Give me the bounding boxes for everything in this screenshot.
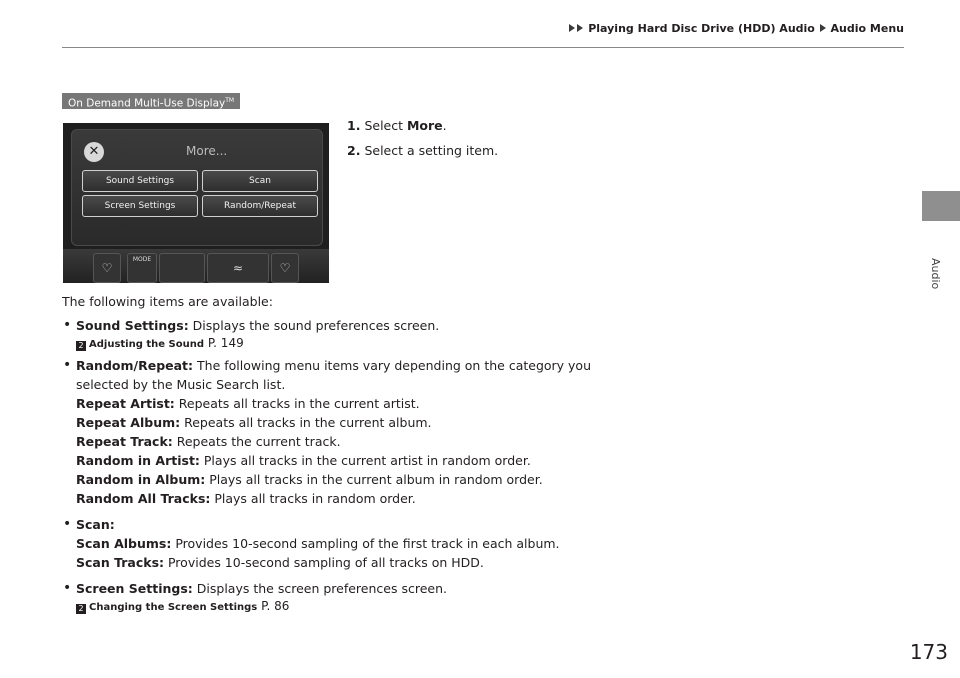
step-text: Select bbox=[364, 118, 407, 133]
menu-title: More... bbox=[186, 144, 228, 158]
sub-item bbox=[62, 534, 622, 553]
description: Provides 10-second sampling of all tracks on HDD. bbox=[164, 555, 484, 570]
term: Random in Album: bbox=[76, 472, 206, 487]
term: Sound Settings: bbox=[76, 318, 189, 333]
breadcrumb-item[interactable]: Audio Menu bbox=[830, 22, 904, 35]
display-screenshot bbox=[63, 123, 329, 283]
term: Repeat Track: bbox=[76, 434, 173, 449]
step-text: Select a setting item. bbox=[364, 143, 499, 158]
cross-reference[interactable] bbox=[62, 598, 622, 616]
term: Scan Tracks: bbox=[76, 555, 165, 570]
header-rule bbox=[62, 47, 904, 48]
description: Displays the screen preferences screen. bbox=[192, 581, 447, 596]
spacer bbox=[62, 508, 622, 512]
term: Screen Settings: bbox=[76, 581, 193, 596]
step-keyword: More bbox=[406, 118, 443, 133]
sub-item bbox=[62, 489, 622, 508]
arrow-icon bbox=[577, 24, 583, 32]
close-icon: ✕ bbox=[84, 142, 104, 162]
step-number: 2. bbox=[347, 143, 361, 158]
more-menu-panel bbox=[71, 129, 323, 246]
description: Repeats all tracks in the current artist. bbox=[174, 396, 420, 411]
description: Repeats the current track. bbox=[172, 434, 341, 449]
random-repeat-button: Random/Repeat bbox=[202, 195, 318, 217]
term: Random All Tracks: bbox=[76, 491, 211, 506]
term: Random in Artist: bbox=[76, 453, 200, 468]
term: Repeat Artist: bbox=[76, 396, 175, 411]
sound-settings-button: Sound Settings bbox=[82, 170, 198, 192]
arrow-icon bbox=[820, 24, 826, 32]
description: Repeats all tracks in the current album. bbox=[180, 415, 432, 430]
cross-reference[interactable] bbox=[62, 335, 622, 353]
display-label-text: On Demand Multi-Use Display bbox=[68, 97, 226, 110]
xref-title: Changing the Screen Settings bbox=[89, 602, 258, 613]
sub-item bbox=[62, 553, 622, 572]
arrow-icon bbox=[569, 24, 575, 32]
scan-button: Scan bbox=[202, 170, 318, 192]
description: Plays all tracks in the current album in random order. bbox=[205, 472, 543, 487]
term: Scan: bbox=[76, 517, 115, 532]
cross-ref-icon: 2 bbox=[76, 604, 86, 614]
mode-label: MODE bbox=[132, 256, 152, 263]
list-item bbox=[62, 515, 622, 534]
seat-heater-icon: ♡ bbox=[93, 253, 121, 283]
term: Repeat Album: bbox=[76, 415, 181, 430]
spacer bbox=[62, 572, 622, 576]
xref-page: P. 149 bbox=[204, 336, 244, 350]
description: Plays all tracks in random order. bbox=[210, 491, 416, 506]
bar-segment bbox=[159, 253, 205, 283]
sub-item bbox=[62, 394, 622, 413]
display-label bbox=[62, 93, 240, 109]
xref-page: P. 86 bbox=[257, 599, 290, 613]
intro-text: The following items are available: bbox=[62, 294, 273, 309]
description: Provides 10-second sampling of the first track in each album. bbox=[171, 536, 560, 551]
description: Displays the sound preferences screen. bbox=[188, 318, 440, 333]
sub-item bbox=[62, 451, 622, 470]
climate-bar bbox=[63, 249, 329, 283]
description: Plays all tracks in the current artist in random order. bbox=[199, 453, 531, 468]
mode-button bbox=[127, 253, 157, 283]
cross-ref-icon: 2 bbox=[76, 341, 86, 351]
section-label: Audio bbox=[929, 258, 942, 290]
list-item bbox=[62, 579, 622, 598]
step-2 bbox=[347, 143, 498, 158]
breadcrumb bbox=[568, 22, 904, 35]
sub-item bbox=[62, 413, 622, 432]
description: The following menu items vary depending on the category you selected by the Music Search list. bbox=[76, 358, 591, 392]
sub-item bbox=[62, 470, 622, 489]
page-number: 173 bbox=[909, 640, 948, 664]
trademark: TM bbox=[225, 97, 235, 104]
step-number: 1. bbox=[347, 118, 361, 133]
term: Scan Albums: bbox=[76, 536, 172, 551]
breadcrumb-item[interactable]: Playing Hard Disc Drive (HDD) Audio bbox=[588, 22, 815, 35]
term: Random/Repeat: bbox=[76, 358, 194, 373]
step-1 bbox=[347, 118, 447, 133]
list-item bbox=[62, 316, 622, 335]
item-list bbox=[62, 292, 622, 618]
list-item bbox=[62, 356, 622, 394]
seat-heater-icon: ♡ bbox=[271, 253, 299, 283]
step-text: . bbox=[442, 118, 447, 133]
sub-item bbox=[62, 432, 622, 451]
defrost-icon: ≈ bbox=[207, 253, 269, 283]
screen-settings-button: Screen Settings bbox=[82, 195, 198, 217]
xref-title: Adjusting the Sound bbox=[89, 339, 204, 350]
section-tab bbox=[922, 191, 960, 221]
